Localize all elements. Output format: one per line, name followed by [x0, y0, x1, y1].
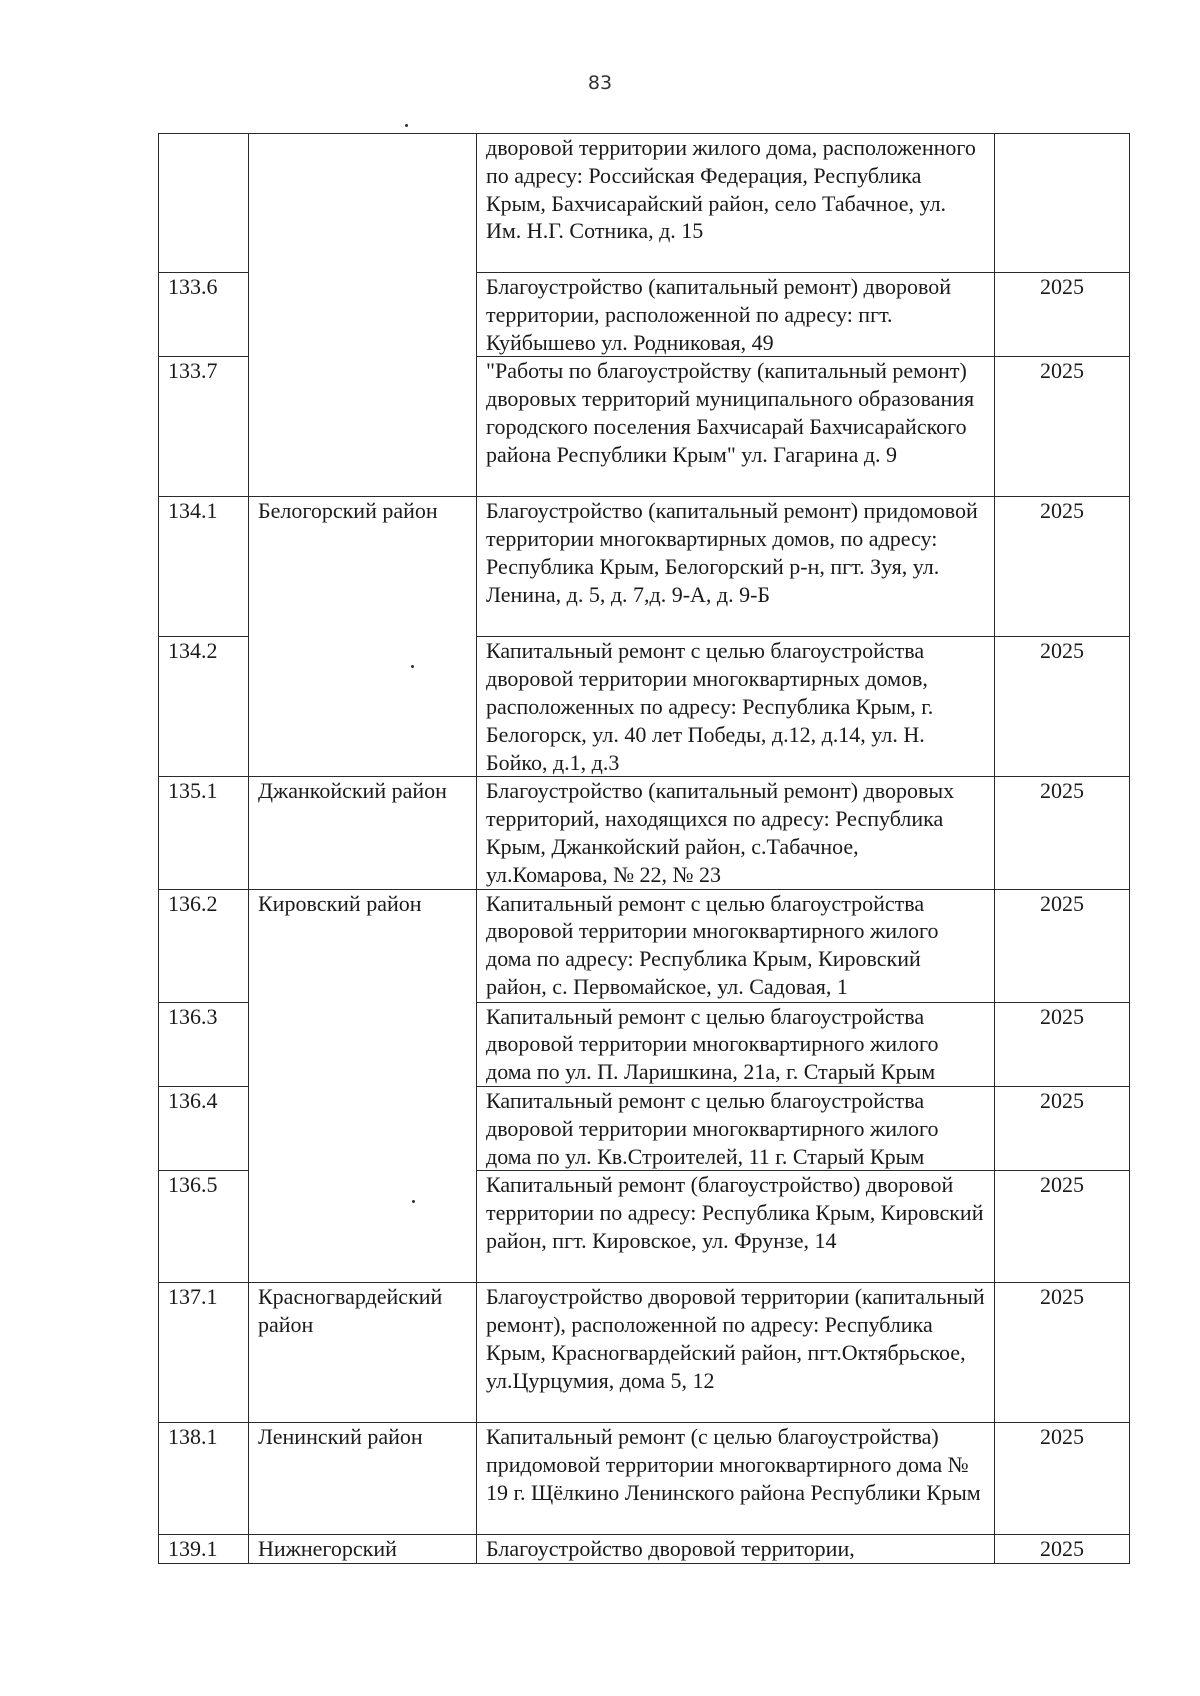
row-number: 134.1 — [159, 497, 249, 637]
table-row — [159, 1423, 1130, 1535]
row-number: 136.3 — [159, 1002, 249, 1086]
row-description: Благоустройство (капитальный ремонт) придомовой территории многоквартирных домов, по адресу: Республика Крым, Белогорский р-н, пгт. Зуя, ул. Ленина, д. 5, д. 7,д. 9-А, д. 9-Б — [477, 497, 995, 637]
row-description: Капитальный ремонт с целью благоустройства дворовой территории многоквартирного жилого дома по адресу: Республика Крым, Кировский район, с. Первомайское, ул. Садовая, 1 — [477, 889, 995, 1002]
row-number: 133.6 — [159, 273, 249, 357]
row-description: Капитальный ремонт с целью благоустройства дворовой территории многоквартирных домов, расположенных по адресу: Республика Крым, г. Белогорск, ул. 40 лет Победы, д.12, д.14, ул. Н. Бойко, д.1, д.3 — [477, 637, 995, 777]
row-year: 2025 — [995, 497, 1130, 637]
row-number: 136.5 — [159, 1171, 249, 1283]
row-number: 137.1 — [159, 1283, 249, 1423]
row-description: "Работы по благоустройству (капитальный ремонт) дворовых территорий муниципального образования городского поселения Бахчисарай Бахчисарайского района Республики Крым" ул. Гагарина д. 9 — [477, 357, 995, 497]
row-description: Капитальный ремонт (с целью благоустройства) придомовой территории многоквартирного дома № 19 г. Щёлкино Ленинского района Республики Крым — [477, 1423, 995, 1535]
table-row — [159, 889, 1130, 1002]
row-year: 2025 — [995, 637, 1130, 777]
row-year: 2025 — [995, 889, 1130, 1002]
row-description: дворовой территории жилого дома, расположенного по адресу: Российская Федерация, Республика Крым, Бахчисарайский район, село Табачное, ул. Им. Н.Г. Сотника, д. 15 — [477, 134, 995, 273]
row-year: 2025 — [995, 1283, 1130, 1423]
row-number: 136.4 — [159, 1086, 249, 1170]
row-year: 2025 — [995, 1423, 1130, 1535]
row-year: 2025 — [995, 777, 1130, 889]
row-description: Благоустройство дворовой территории (капитальный ремонт), расположенной по адресу: Республика Крым, Красногвардейский район, пгт.Октябрьское, ул.Цурцумия, дома 5, 12 — [477, 1283, 995, 1423]
row-number: 135.1 — [159, 777, 249, 889]
row-year: 2025 — [995, 1086, 1130, 1170]
table-row — [159, 134, 1130, 273]
row-number: 139.1 — [159, 1535, 249, 1564]
district-cell: Кировский район — [249, 889, 477, 1283]
district-cell: Белогорский район — [249, 497, 477, 777]
row-year — [995, 134, 1130, 273]
scan-speck — [405, 124, 408, 127]
scan-speck — [412, 1200, 415, 1203]
row-number: 136.2 — [159, 889, 249, 1002]
row-year: 2025 — [995, 1535, 1130, 1564]
district-cell: Красногвардейский район — [249, 1283, 477, 1423]
row-number: 134.2 — [159, 637, 249, 777]
row-description: Благоустройство дворовой территории, — [477, 1535, 995, 1564]
row-description: Капитальный ремонт (благоустройство) дворовой территории по адресу: Республика Крым, Кировский район, пгт. Кировское, ул. Фрунзе, 14 — [477, 1171, 995, 1283]
row-description: Благоустройство (капитальный ремонт) дворовых территорий, находящихся по адресу: Республика Крым, Джанкойский район, с.Табачное, ул.Комарова, № 22, № 23 — [477, 777, 995, 889]
table-row — [159, 1535, 1130, 1564]
district-cell: Джанкойский район — [249, 777, 477, 889]
row-year: 2025 — [995, 1171, 1130, 1283]
row-description: Капитальный ремонт с целью благоустройства дворовой территории многоквартирного жилого дома по ул. Кв.Строителей, 11 г. Старый Крым — [477, 1086, 995, 1170]
row-description: Капитальный ремонт с целью благоустройства дворовой территории многоквартирного жилого дома по ул. П. Ларишкина, 21а, г. Старый Крым — [477, 1002, 995, 1086]
district-cell: Ленинский район — [249, 1423, 477, 1535]
district-cell — [249, 134, 477, 497]
row-year: 2025 — [995, 273, 1130, 357]
row-number: 138.1 — [159, 1423, 249, 1535]
scan-speck — [411, 665, 414, 668]
page-number: 83 — [587, 72, 613, 94]
row-number — [159, 134, 249, 273]
district-cell: Нижнегорский — [249, 1535, 477, 1564]
row-year: 2025 — [995, 1002, 1130, 1086]
row-year: 2025 — [995, 357, 1130, 497]
table-row — [159, 777, 1130, 889]
program-table — [158, 133, 1130, 1564]
table-row — [159, 1283, 1130, 1423]
row-number: 133.7 — [159, 357, 249, 497]
table-row — [159, 497, 1130, 637]
row-description: Благоустройство (капитальный ремонт) дворовой территории, расположенной по адресу: пгт. Куйбышево ул. Родниковая, 49 — [477, 273, 995, 357]
